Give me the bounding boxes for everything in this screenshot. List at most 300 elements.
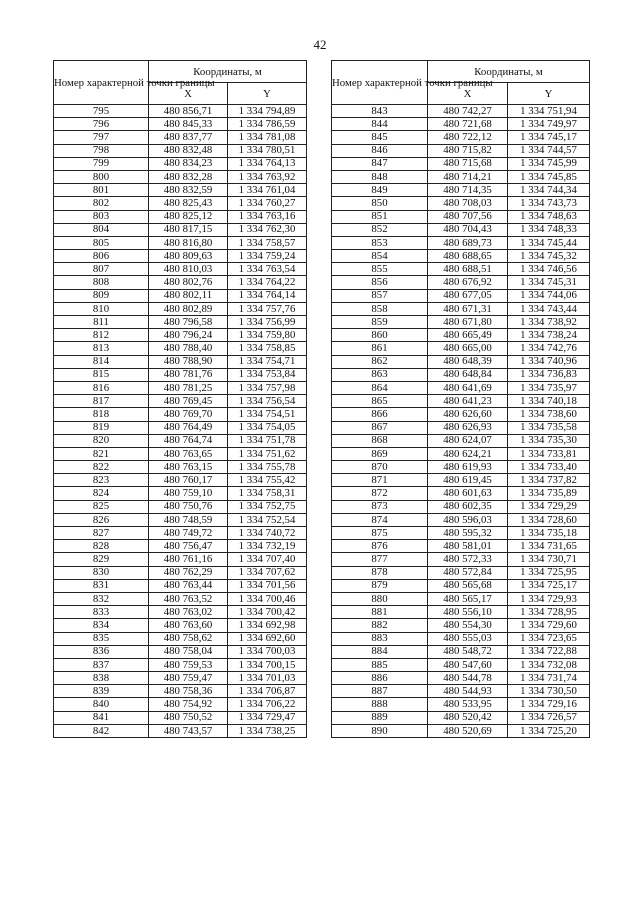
point-number-cell: 857	[332, 289, 428, 302]
y-coordinate-cell: 1 334 733,81	[508, 447, 590, 460]
x-coordinate-cell: 480 544,78	[428, 672, 508, 685]
y-coordinate-cell: 1 334 758,57	[228, 236, 307, 249]
table-row	[332, 672, 590, 685]
y-coordinate-cell: 1 334 794,89	[228, 105, 307, 118]
y-coordinate-cell: 1 334 729,93	[508, 592, 590, 605]
y-coordinate-cell: 1 334 740,96	[508, 355, 590, 368]
point-number-cell: 872	[332, 487, 428, 500]
table-row	[54, 157, 307, 170]
point-number-cell: 879	[332, 579, 428, 592]
point-number-cell: 828	[54, 540, 149, 553]
x-coordinate-cell: 480 763,60	[149, 619, 228, 632]
y-coordinate-cell: 1 334 707,40	[228, 553, 307, 566]
point-number-cell: 847	[332, 157, 428, 170]
table-row	[54, 316, 307, 329]
x-coordinate-cell: 480 715,82	[428, 144, 508, 157]
table-row	[332, 342, 590, 355]
y-coordinate-cell: 1 334 725,17	[508, 579, 590, 592]
y-coordinate-cell: 1 334 748,63	[508, 210, 590, 223]
point-number-cell: 884	[332, 645, 428, 658]
x-coordinate-cell: 480 825,43	[149, 197, 228, 210]
table-row	[54, 329, 307, 342]
y-coordinate-cell: 1 334 751,94	[508, 105, 590, 118]
table-row	[332, 606, 590, 619]
point-number-cell: 805	[54, 236, 149, 249]
x-coordinate-cell: 480 832,59	[149, 184, 228, 197]
x-coordinate-cell: 480 619,45	[428, 474, 508, 487]
table-row	[54, 698, 307, 711]
y-header: Y	[508, 83, 590, 105]
point-number-cell: 833	[54, 606, 149, 619]
x-coordinate-cell: 480 602,35	[428, 500, 508, 513]
table-row	[332, 658, 590, 671]
point-number-cell: 803	[54, 210, 149, 223]
table-row	[54, 513, 307, 526]
x-coordinate-cell: 480 816,80	[149, 236, 228, 249]
x-coordinate-cell: 480 810,03	[149, 263, 228, 276]
y-coordinate-cell: 1 334 746,56	[508, 263, 590, 276]
point-number-cell: 870	[332, 461, 428, 474]
table-row	[332, 724, 590, 737]
coordinates-table-left	[53, 60, 307, 738]
y-coordinate-cell: 1 334 735,97	[508, 381, 590, 394]
table-row	[54, 540, 307, 553]
x-coordinate-cell: 480 665,49	[428, 329, 508, 342]
table-row	[54, 250, 307, 263]
x-coordinate-cell: 480 756,47	[149, 540, 228, 553]
x-coordinate-cell: 480 832,48	[149, 144, 228, 157]
y-coordinate-cell: 1 334 745,32	[508, 250, 590, 263]
point-number-cell: 835	[54, 632, 149, 645]
y-coordinate-cell: 1 334 737,82	[508, 474, 590, 487]
point-number-cell: 814	[54, 355, 149, 368]
y-coordinate-cell: 1 334 751,78	[228, 434, 307, 447]
x-coordinate-cell: 480 796,24	[149, 329, 228, 342]
x-coordinate-cell: 480 671,80	[428, 316, 508, 329]
x-coordinate-cell: 480 845,33	[149, 118, 228, 131]
x-coordinate-cell: 480 750,76	[149, 500, 228, 513]
table-row	[332, 500, 590, 513]
table-row	[332, 276, 590, 289]
y-coordinate-cell: 1 334 729,47	[228, 711, 307, 724]
x-coordinate-cell: 480 759,47	[149, 672, 228, 685]
x-coordinate-cell: 480 596,03	[428, 513, 508, 526]
table-row	[332, 513, 590, 526]
table-row	[54, 170, 307, 183]
point-number-cell: 849	[332, 184, 428, 197]
x-coordinate-cell: 480 760,17	[149, 474, 228, 487]
table-row	[332, 698, 590, 711]
table-row	[332, 197, 590, 210]
table-row	[54, 579, 307, 592]
y-coordinate-cell: 1 334 740,18	[508, 395, 590, 408]
x-coordinate-cell: 480 556,10	[428, 606, 508, 619]
table-body-right	[332, 105, 590, 738]
x-coordinate-cell: 480 624,07	[428, 434, 508, 447]
page-number: 42	[313, 37, 327, 52]
y-coordinate-cell: 1 334 748,33	[508, 223, 590, 236]
point-number-cell: 838	[54, 672, 149, 685]
y-coordinate-cell: 1 334 764,22	[228, 276, 307, 289]
table-row	[54, 302, 307, 315]
x-coordinate-cell: 480 832,28	[149, 170, 228, 183]
y-coordinate-cell: 1 334 738,60	[508, 408, 590, 421]
y-coordinate-cell: 1 334 752,54	[228, 513, 307, 526]
table-row	[54, 355, 307, 368]
table-row	[332, 395, 590, 408]
point-number-cell: 875	[332, 527, 428, 540]
point-number-cell: 845	[332, 131, 428, 144]
point-number-cell: 864	[332, 381, 428, 394]
x-coordinate-cell: 480 677,05	[428, 289, 508, 302]
x-coordinate-cell: 480 520,42	[428, 711, 508, 724]
point-number-cell: 869	[332, 447, 428, 460]
table-row	[332, 527, 590, 540]
y-coordinate-cell: 1 334 735,18	[508, 527, 590, 540]
table-row	[332, 434, 590, 447]
table-row	[332, 408, 590, 421]
y-coordinate-cell: 1 334 738,92	[508, 316, 590, 329]
x-coordinate-cell: 480 802,89	[149, 302, 228, 315]
point-number-cell: 850	[332, 197, 428, 210]
table-row	[332, 184, 590, 197]
x-coordinate-cell: 480 565,17	[428, 592, 508, 605]
y-coordinate-cell: 1 334 738,25	[228, 724, 307, 737]
y-coordinate-cell: 1 334 754,51	[228, 408, 307, 421]
point-number-cell: 888	[332, 698, 428, 711]
coordinates-header: Координаты, м	[428, 61, 590, 83]
table-row	[54, 658, 307, 671]
x-coordinate-cell: 480 707,56	[428, 210, 508, 223]
y-coordinate-cell: 1 334 751,62	[228, 447, 307, 460]
y-coordinate-cell: 1 334 732,19	[228, 540, 307, 553]
table-row	[54, 144, 307, 157]
y-coordinate-cell: 1 334 744,06	[508, 289, 590, 302]
y-coordinate-cell: 1 334 780,51	[228, 144, 307, 157]
x-coordinate-cell: 480 781,25	[149, 381, 228, 394]
point-number-cell: 874	[332, 513, 428, 526]
x-coordinate-cell: 480 769,70	[149, 408, 228, 421]
x-coordinate-cell: 480 648,84	[428, 368, 508, 381]
point-number-cell: 871	[332, 474, 428, 487]
y-coordinate-cell: 1 334 756,99	[228, 316, 307, 329]
y-coordinate-cell: 1 334 763,92	[228, 170, 307, 183]
y-coordinate-cell: 1 334 700,42	[228, 606, 307, 619]
y-coordinate-cell: 1 334 701,03	[228, 672, 307, 685]
x-coordinate-cell: 480 781,76	[149, 368, 228, 381]
table-row	[54, 685, 307, 698]
point-number-cell: 877	[332, 553, 428, 566]
y-coordinate-cell: 1 334 749,97	[508, 118, 590, 131]
y-coordinate-cell: 1 334 742,76	[508, 342, 590, 355]
x-coordinate-cell: 480 554,30	[428, 619, 508, 632]
y-coordinate-cell: 1 334 744,57	[508, 144, 590, 157]
table-row	[332, 619, 590, 632]
table-row	[332, 461, 590, 474]
y-coordinate-cell: 1 334 758,85	[228, 342, 307, 355]
y-coordinate-cell: 1 334 700,46	[228, 592, 307, 605]
y-coordinate-cell: 1 334 755,78	[228, 461, 307, 474]
point-number-cell: 890	[332, 724, 428, 737]
x-coordinate-cell: 480 722,12	[428, 131, 508, 144]
x-coordinate-cell: 480 837,77	[149, 131, 228, 144]
point-number-cell: 841	[54, 711, 149, 724]
point-number-cell: 825	[54, 500, 149, 513]
table-row	[54, 131, 307, 144]
y-coordinate-cell: 1 334 735,30	[508, 434, 590, 447]
table-row	[54, 619, 307, 632]
point-number-cell: 862	[332, 355, 428, 368]
x-header: X	[149, 83, 228, 105]
x-coordinate-cell: 480 802,11	[149, 289, 228, 302]
y-coordinate-cell: 1 334 731,74	[508, 672, 590, 685]
table-row	[54, 566, 307, 579]
point-number-cell: 804	[54, 223, 149, 236]
table-row	[54, 461, 307, 474]
table-row	[332, 592, 590, 605]
point-number-cell: 873	[332, 500, 428, 513]
table-row	[332, 553, 590, 566]
y-coordinate-cell: 1 334 725,20	[508, 724, 590, 737]
table-row	[54, 381, 307, 394]
x-coordinate-cell: 480 581,01	[428, 540, 508, 553]
y-coordinate-cell: 1 334 729,29	[508, 500, 590, 513]
table-row	[54, 368, 307, 381]
point-number-cell: 882	[332, 619, 428, 632]
point-number-cell: 813	[54, 342, 149, 355]
table-row	[332, 711, 590, 724]
table-row	[54, 421, 307, 434]
x-coordinate-cell: 480 809,63	[149, 250, 228, 263]
point-number-cell: 861	[332, 342, 428, 355]
x-coordinate-cell: 480 676,92	[428, 276, 508, 289]
table-row	[54, 724, 307, 737]
x-coordinate-cell: 480 572,33	[428, 553, 508, 566]
y-coordinate-cell: 1 334 758,31	[228, 487, 307, 500]
point-number-cell: 830	[54, 566, 149, 579]
x-coordinate-cell: 480 624,21	[428, 447, 508, 460]
point-number-cell: 866	[332, 408, 428, 421]
point-number-cell: 858	[332, 302, 428, 315]
table-row	[54, 711, 307, 724]
x-coordinate-cell: 480 572,84	[428, 566, 508, 579]
point-number-cell: 817	[54, 395, 149, 408]
table-row	[332, 540, 590, 553]
y-coordinate-cell: 1 334 731,65	[508, 540, 590, 553]
x-coordinate-cell: 480 759,53	[149, 658, 228, 671]
y-coordinate-cell: 1 334 738,24	[508, 329, 590, 342]
table-row	[54, 118, 307, 131]
point-number-cell: 886	[332, 672, 428, 685]
point-number-cell: 806	[54, 250, 149, 263]
y-coordinate-cell: 1 334 726,57	[508, 711, 590, 724]
table-row	[332, 263, 590, 276]
y-coordinate-cell: 1 334 745,44	[508, 236, 590, 249]
point-number-cell: 818	[54, 408, 149, 421]
y-coordinate-cell: 1 334 692,60	[228, 632, 307, 645]
point-number-cell: 865	[332, 395, 428, 408]
x-coordinate-cell: 480 619,93	[428, 461, 508, 474]
x-coordinate-cell: 480 671,31	[428, 302, 508, 315]
table-row	[54, 500, 307, 513]
point-number-cell: 795	[54, 105, 149, 118]
x-coordinate-cell: 480 761,16	[149, 553, 228, 566]
point-number-cell: 809	[54, 289, 149, 302]
y-coordinate-cell: 1 334 762,30	[228, 223, 307, 236]
point-number-cell: 822	[54, 461, 149, 474]
x-coordinate-cell: 480 555,03	[428, 632, 508, 645]
x-coordinate-cell: 480 742,27	[428, 105, 508, 118]
table-row	[332, 157, 590, 170]
point-number-cell: 846	[332, 144, 428, 157]
point-number-cell: 842	[54, 724, 149, 737]
table-row	[54, 236, 307, 249]
y-coordinate-cell: 1 334 781,08	[228, 131, 307, 144]
y-coordinate-cell: 1 334 757,98	[228, 381, 307, 394]
table-row	[54, 592, 307, 605]
y-coordinate-cell: 1 334 722,88	[508, 645, 590, 658]
x-coordinate-cell: 480 626,93	[428, 421, 508, 434]
table-row	[332, 632, 590, 645]
table-row	[54, 447, 307, 460]
x-coordinate-cell: 480 764,49	[149, 421, 228, 434]
point-number-cell: 819	[54, 421, 149, 434]
y-coordinate-cell: 1 334 744,34	[508, 184, 590, 197]
x-coordinate-cell: 480 565,68	[428, 579, 508, 592]
point-number-cell: 851	[332, 210, 428, 223]
table-row	[332, 329, 590, 342]
table-row	[54, 474, 307, 487]
y-coordinate-cell: 1 334 786,59	[228, 118, 307, 131]
x-coordinate-cell: 480 665,00	[428, 342, 508, 355]
point-number-cell: 801	[54, 184, 149, 197]
table-row	[54, 223, 307, 236]
y-coordinate-cell: 1 334 760,27	[228, 197, 307, 210]
x-coordinate-cell: 480 689,73	[428, 236, 508, 249]
point-number-cell: 810	[54, 302, 149, 315]
point-number-cell: 816	[54, 381, 149, 394]
x-coordinate-cell: 480 641,69	[428, 381, 508, 394]
y-coordinate-cell: 1 334 729,60	[508, 619, 590, 632]
x-coordinate-cell: 480 763,52	[149, 592, 228, 605]
point-number-cell: 844	[332, 118, 428, 131]
table-row	[54, 342, 307, 355]
y-coordinate-cell: 1 334 745,99	[508, 157, 590, 170]
x-coordinate-cell: 480 688,65	[428, 250, 508, 263]
point-number-cell: 876	[332, 540, 428, 553]
y-coordinate-cell: 1 334 735,89	[508, 487, 590, 500]
table-row	[54, 487, 307, 500]
table-row	[332, 105, 590, 118]
table-row	[332, 487, 590, 500]
x-coordinate-cell: 480 802,76	[149, 276, 228, 289]
y-coordinate-cell: 1 334 736,83	[508, 368, 590, 381]
y-coordinate-cell: 1 334 759,80	[228, 329, 307, 342]
y-coordinate-cell: 1 334 733,40	[508, 461, 590, 474]
table-row	[54, 645, 307, 658]
x-coordinate-cell: 480 763,02	[149, 606, 228, 619]
y-coordinate-cell: 1 334 743,44	[508, 302, 590, 315]
x-coordinate-cell: 480 533,95	[428, 698, 508, 711]
x-coordinate-cell: 480 547,60	[428, 658, 508, 671]
x-coordinate-cell: 480 544,93	[428, 685, 508, 698]
x-coordinate-cell: 480 758,04	[149, 645, 228, 658]
table-row	[54, 210, 307, 223]
point-number-cell: 821	[54, 447, 149, 460]
y-coordinate-cell: 1 334 743,73	[508, 197, 590, 210]
y-coordinate-cell: 1 334 730,50	[508, 685, 590, 698]
x-coordinate-cell: 480 714,35	[428, 184, 508, 197]
table-row	[332, 210, 590, 223]
table-row	[54, 527, 307, 540]
point-number-cell: 878	[332, 566, 428, 579]
y-coordinate-cell: 1 334 707,62	[228, 566, 307, 579]
table-row	[332, 236, 590, 249]
table-row	[54, 408, 307, 421]
table-row	[332, 579, 590, 592]
y-coordinate-cell: 1 334 723,65	[508, 632, 590, 645]
point-number-cell: 867	[332, 421, 428, 434]
point-number-cell: 840	[54, 698, 149, 711]
point-number-cell: 831	[54, 579, 149, 592]
y-coordinate-cell: 1 334 745,85	[508, 170, 590, 183]
table-row	[332, 645, 590, 658]
y-coordinate-cell: 1 334 701,56	[228, 579, 307, 592]
x-coordinate-cell: 480 688,51	[428, 263, 508, 276]
x-header: X	[428, 83, 508, 105]
table-row	[54, 434, 307, 447]
x-coordinate-cell: 480 743,57	[149, 724, 228, 737]
point-number-cell: 797	[54, 131, 149, 144]
point-number-cell: 815	[54, 368, 149, 381]
point-number-cell: 881	[332, 606, 428, 619]
point-number-cell: 883	[332, 632, 428, 645]
point-number-cell: 796	[54, 118, 149, 131]
x-coordinate-cell: 480 754,92	[149, 698, 228, 711]
x-coordinate-cell: 480 749,72	[149, 527, 228, 540]
coordinates-header: Координаты, м	[149, 61, 307, 83]
y-coordinate-cell: 1 334 759,24	[228, 250, 307, 263]
x-coordinate-cell: 480 834,23	[149, 157, 228, 170]
table-row	[54, 672, 307, 685]
y-coordinate-cell: 1 334 725,95	[508, 566, 590, 579]
x-coordinate-cell: 480 758,36	[149, 685, 228, 698]
table-row	[54, 197, 307, 210]
x-coordinate-cell: 480 715,68	[428, 157, 508, 170]
point-number-cell: 853	[332, 236, 428, 249]
point-number-cell: 839	[54, 685, 149, 698]
table-row	[332, 474, 590, 487]
point-number-cell: 823	[54, 474, 149, 487]
y-coordinate-cell: 1 334 756,54	[228, 395, 307, 408]
table-row	[332, 685, 590, 698]
table-row	[332, 302, 590, 315]
y-coordinate-cell: 1 334 740,72	[228, 527, 307, 540]
table-row	[332, 566, 590, 579]
point-number-cell: 856	[332, 276, 428, 289]
x-coordinate-cell: 480 704,43	[428, 223, 508, 236]
point-number-cell: 811	[54, 316, 149, 329]
table-row	[54, 105, 307, 118]
table-body-left	[54, 105, 307, 738]
x-coordinate-cell: 480 548,72	[428, 645, 508, 658]
y-coordinate-cell: 1 334 764,13	[228, 157, 307, 170]
table-row	[332, 447, 590, 460]
point-number-cell: 885	[332, 658, 428, 671]
x-coordinate-cell: 480 817,15	[149, 223, 228, 236]
table-row	[332, 316, 590, 329]
point-number-cell: 820	[54, 434, 149, 447]
